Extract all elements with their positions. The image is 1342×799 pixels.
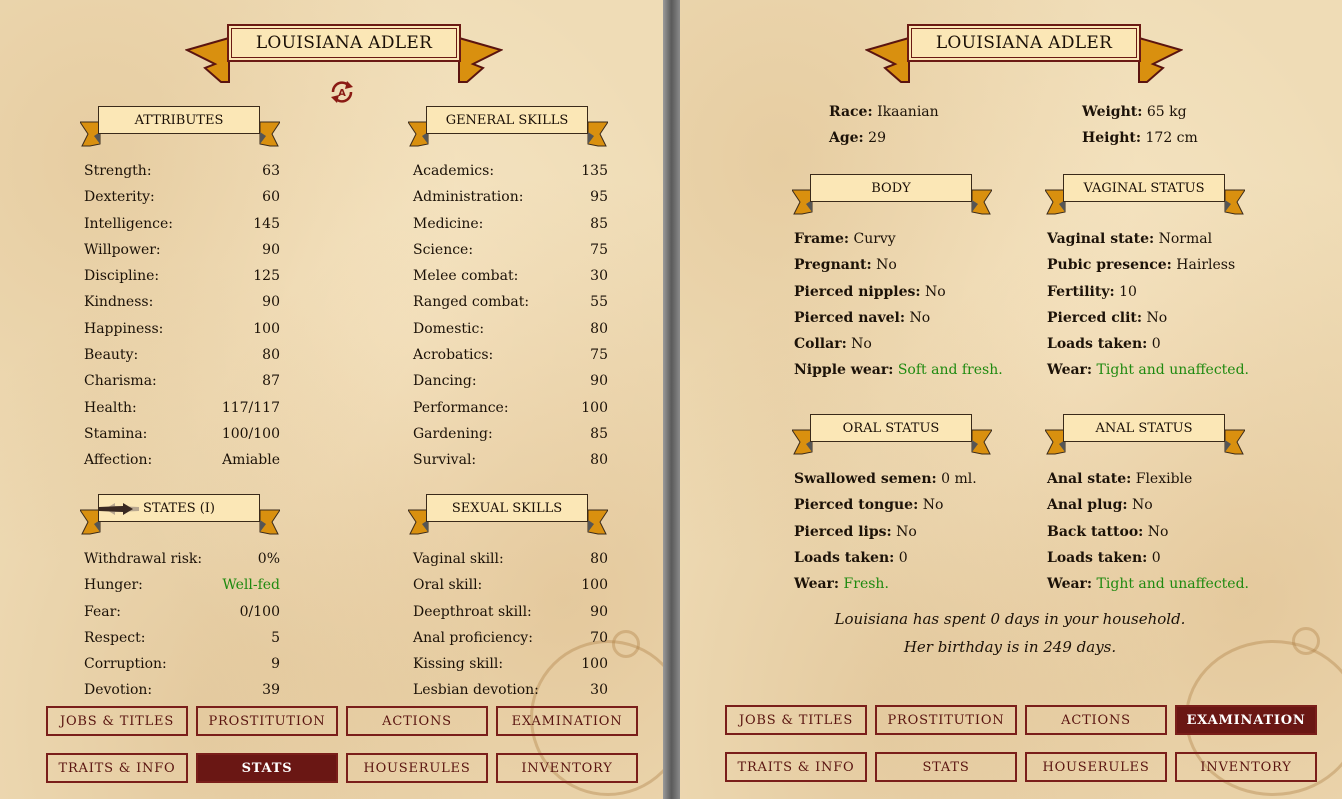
info-label: Loads taken: — [1047, 549, 1148, 566]
stat-value: 125 — [253, 268, 280, 285]
character-name: LOUISIANA ADLER — [227, 24, 461, 62]
info-value: Hairless — [1171, 257, 1236, 274]
stat-value: 5 — [271, 629, 280, 646]
sexual-skills-header — [408, 494, 608, 536]
next-arrow-icon[interactable] — [99, 502, 133, 516]
info-label: Loads taken: — [1047, 336, 1148, 353]
auto-refresh-icon[interactable] — [327, 79, 357, 105]
info-label: Anal state: — [1047, 471, 1132, 487]
stat-value: 145 — [253, 215, 280, 232]
tab-prostitution-button[interactable]: PROSTITUTION — [875, 705, 1017, 735]
info-value: No — [920, 283, 946, 300]
stat-row-melee-combat — [413, 263, 608, 289]
stat-row-health — [84, 395, 280, 421]
tab-actions-button[interactable]: ACTIONS — [1025, 705, 1167, 735]
tab-actions-button[interactable]: ACTIONS — [346, 706, 488, 736]
stat-label: Gardening: — [413, 425, 493, 442]
height-row — [1082, 125, 1198, 151]
stat-value: 100 — [581, 656, 608, 673]
info-label: Vaginal state: — [1047, 231, 1155, 247]
general-skills-list — [413, 158, 608, 474]
info-label: Pregnant: — [794, 257, 872, 274]
stat-label: Performance: — [413, 399, 509, 416]
stat-label: Domestic: — [413, 320, 485, 337]
info-label: Frame: — [794, 231, 850, 247]
stat-value: 39 — [262, 682, 280, 699]
race-row — [829, 99, 939, 125]
info-value: No — [1127, 497, 1153, 514]
stat-label: Respect: — [84, 629, 146, 646]
tab-jobs-titles-button[interactable]: JOBS & TITLES — [46, 706, 188, 736]
info-label: Pierced navel: — [794, 309, 906, 326]
tab-traits-info-button[interactable]: TRAITS & INFO — [46, 753, 188, 783]
info-value: Curvy — [849, 231, 896, 247]
anal-status-list — [1047, 466, 1249, 597]
tab-prostitution-button[interactable]: PROSTITUTION — [196, 706, 338, 736]
info-label: Pierced nipples: — [794, 283, 921, 300]
stat-value: 60 — [262, 189, 280, 206]
vaginal-status-title: VAGINAL STATUS — [1063, 174, 1225, 202]
stat-value: 85 — [590, 425, 608, 442]
body-list — [794, 226, 1003, 384]
tab-jobs-titles-button[interactable]: JOBS & TITLES — [725, 705, 867, 735]
stat-label: Dexterity: — [84, 189, 155, 206]
stat-row-intelligence — [84, 211, 280, 237]
stat-value: 30 — [590, 268, 608, 285]
stat-value: 90 — [590, 603, 608, 620]
info-value: No — [846, 336, 872, 353]
stat-value: 80 — [262, 347, 280, 364]
stat-label: Academics: — [413, 163, 495, 179]
stat-label: Corruption: — [84, 656, 167, 673]
sexual-skills-title: SEXUAL SKILLS — [426, 494, 588, 522]
stat-label: Vaginal skill: — [413, 551, 504, 567]
household-summary: Louisiana has spent 0 days in your household. — [834, 610, 1186, 628]
sexual-skills-list — [413, 546, 608, 704]
info-label: Pierced lips: — [794, 523, 892, 540]
vaginal-status-header — [1045, 174, 1245, 216]
character-name: LOUISIANA ADLER — [907, 24, 1141, 62]
stat-row-oral-skill — [413, 572, 608, 598]
stat-value: 63 — [262, 163, 280, 179]
stat-row-fear — [84, 599, 280, 625]
stat-value: 87 — [262, 373, 280, 390]
info-label: Pierced clit: — [1047, 309, 1143, 326]
stat-row-stamina — [84, 421, 280, 447]
states-title: STATES (I) — [142, 500, 216, 516]
stat-label: Stamina: — [84, 425, 148, 442]
info-value: Fresh. — [839, 576, 889, 593]
stat-label: Kissing skill: — [413, 656, 504, 673]
stat-row-medicine — [413, 211, 608, 237]
stat-value: 80 — [590, 551, 608, 567]
anal-status-title: ANAL STATUS — [1063, 414, 1225, 442]
stat-label: Strength: — [84, 163, 152, 179]
stat-value: 70 — [590, 629, 608, 646]
stat-row-discipline — [84, 263, 280, 289]
attributes-header — [80, 106, 280, 148]
body-header — [792, 174, 992, 216]
info-row-pubic-presence — [1047, 252, 1249, 278]
info-row-pregnant — [794, 252, 1003, 278]
stat-label: Melee combat: — [413, 268, 519, 285]
stat-value: 55 — [590, 294, 608, 311]
stat-label: Administration: — [413, 189, 524, 206]
weight-value: 65 kg — [1142, 104, 1187, 120]
stat-value: 90 — [262, 294, 280, 311]
basic-info-right — [1082, 99, 1198, 152]
info-label: Wear: — [1047, 362, 1093, 379]
general-skills-header — [408, 106, 608, 148]
info-row-pierced-nipples — [794, 279, 1003, 305]
birthday-summary: Her birthday is in 249 days. — [903, 638, 1117, 656]
stat-label: Willpower: — [84, 241, 161, 258]
info-label: Back tattoo: — [1047, 523, 1144, 540]
stat-row-performance — [413, 395, 608, 421]
info-value: 10 — [1114, 283, 1137, 300]
stat-value: 95 — [590, 189, 608, 206]
stats-page — [0, 0, 663, 799]
stat-row-strength — [84, 158, 280, 184]
info-label: Pierced tongue: — [794, 497, 919, 514]
oral-status-list — [794, 466, 977, 597]
stat-value: 135 — [581, 163, 608, 179]
states-list — [84, 546, 280, 704]
book-spine — [663, 0, 680, 799]
stat-row-deepthroat-skill — [413, 599, 608, 625]
info-row-pierced-lips — [794, 519, 977, 545]
stat-row-science — [413, 237, 608, 263]
height-label: Height: — [1082, 130, 1142, 147]
stat-row-devotion — [84, 677, 280, 703]
stat-row-survival — [413, 447, 608, 473]
stat-label: Lesbian devotion: — [413, 682, 539, 699]
tab-houserules-button[interactable]: HOUSERULES — [346, 753, 488, 783]
stat-label: Survival: — [413, 452, 477, 469]
race-value: Ikaanian — [872, 104, 939, 120]
basic-info-left — [829, 99, 939, 152]
tab-examination-button[interactable]: EXAMINATION — [496, 706, 638, 736]
info-row-pierced-clit — [1047, 305, 1249, 331]
info-label: Fertility: — [1047, 283, 1115, 300]
info-row-loads-taken — [794, 545, 977, 571]
tab-inventory-button[interactable]: INVENTORY — [1175, 752, 1317, 782]
info-row-loads-taken — [1047, 545, 1249, 571]
coffee-stain-small — [612, 630, 640, 658]
oral-status-header — [792, 414, 992, 456]
vaginal-status-list — [1047, 226, 1249, 384]
info-value: No — [1143, 523, 1169, 540]
stat-row-beauty — [84, 342, 280, 368]
stat-row-corruption — [84, 651, 280, 677]
stat-label: Ranged combat: — [413, 294, 530, 311]
stat-label: Intelligence: — [84, 215, 173, 232]
info-value: No — [871, 257, 897, 274]
stat-row-charisma — [84, 368, 280, 394]
tab-houserules-button[interactable]: HOUSERULES — [1025, 752, 1167, 782]
height-value: 172 cm — [1141, 130, 1198, 147]
race-label: Race: — [829, 104, 873, 120]
stat-value: 100 — [581, 577, 608, 594]
stat-label: Discipline: — [84, 268, 160, 285]
stat-value: 100 — [253, 320, 280, 337]
stat-value: 75 — [590, 241, 608, 258]
stat-label: Anal proficiency: — [413, 629, 533, 646]
stat-row-gardening — [413, 421, 608, 447]
info-row-anal-state — [1047, 466, 1249, 492]
stat-value: 100 — [581, 399, 608, 416]
tab-stats-button[interactable]: STATS — [875, 752, 1017, 782]
stat-value: 75 — [590, 347, 608, 364]
info-row-wear — [794, 571, 977, 597]
stat-row-lesbian-devotion — [413, 677, 608, 703]
stat-label: Acrobatics: — [413, 347, 494, 364]
info-value: 0 — [1147, 549, 1161, 566]
stat-value: 9 — [271, 656, 280, 673]
age-row — [829, 125, 939, 151]
stat-label: Affection: — [84, 452, 153, 469]
weight-label: Weight: — [1082, 104, 1143, 120]
info-label: Pubic presence: — [1047, 257, 1172, 274]
stat-row-kindness — [84, 289, 280, 315]
info-row-nipple-wear — [794, 357, 1003, 383]
stat-value: Amiable — [222, 452, 280, 469]
info-row-loads-taken — [1047, 331, 1249, 357]
stat-label: Devotion: — [84, 682, 153, 699]
stat-row-dexterity — [84, 184, 280, 210]
info-value: Tight and unaffected. — [1092, 362, 1249, 379]
stat-row-academics — [413, 158, 608, 184]
info-value: No — [918, 497, 944, 514]
stat-label: Oral skill: — [413, 577, 483, 594]
stat-label: Charisma: — [84, 373, 157, 390]
oral-status-title: ORAL STATUS — [810, 414, 972, 442]
stat-row-anal-proficiency — [413, 625, 608, 651]
states-header — [80, 494, 280, 536]
stat-value: 30 — [590, 682, 608, 699]
info-label: Nipple wear: — [794, 362, 894, 379]
info-row-fertility — [1047, 279, 1249, 305]
stat-row-acrobatics — [413, 342, 608, 368]
stat-value: 85 — [590, 215, 608, 232]
stat-label: Hunger: — [84, 577, 143, 594]
stat-row-kissing-skill — [413, 651, 608, 677]
character-name-banner — [185, 20, 503, 84]
stat-value: 90 — [262, 241, 280, 258]
body-title: BODY — [810, 174, 972, 202]
info-row-wear — [1047, 571, 1249, 597]
stat-value: 117/117 — [221, 399, 280, 416]
info-value: No — [891, 523, 917, 540]
stat-row-respect — [84, 625, 280, 651]
stat-label: Happiness: — [84, 320, 164, 337]
tab-examination-button[interactable]: EXAMINATION — [1175, 705, 1317, 735]
stat-value: 80 — [590, 452, 608, 469]
stat-value: Well-fed — [222, 577, 280, 594]
info-value: No — [1142, 309, 1168, 326]
stat-value: 90 — [590, 373, 608, 390]
info-row-wear — [1047, 357, 1249, 383]
attributes-title: ATTRIBUTES — [98, 106, 260, 134]
info-row-pierced-tongue — [794, 492, 977, 518]
info-value: 0 — [894, 549, 908, 566]
stat-row-dancing — [413, 368, 608, 394]
stat-value: 100/100 — [221, 425, 280, 442]
stat-label: Health: — [84, 399, 137, 416]
stat-label: Fear: — [84, 603, 121, 620]
anal-status-header — [1045, 414, 1245, 456]
info-value: No — [905, 309, 931, 326]
stat-label: Medicine: — [413, 215, 484, 232]
stat-value: 0% — [257, 551, 280, 567]
info-value: 0 ml. — [936, 471, 977, 487]
info-row-vaginal-state — [1047, 226, 1249, 252]
stat-row-happiness — [84, 316, 280, 342]
weight-row — [1082, 99, 1198, 125]
tab-stats-button[interactable]: STATS — [196, 753, 338, 783]
info-row-collar — [794, 331, 1003, 357]
age-value: 29 — [863, 130, 886, 147]
info-value: Flexible — [1131, 471, 1193, 487]
stat-value: 80 — [590, 320, 608, 337]
examination-page — [680, 0, 1342, 799]
info-value: Soft and fresh. — [893, 362, 1003, 379]
stat-row-hunger — [84, 572, 280, 598]
stat-label: Beauty: — [84, 347, 139, 364]
info-label: Swallowed semen: — [794, 471, 937, 487]
stat-row-domestic — [413, 316, 608, 342]
info-label: Anal plug: — [1047, 497, 1128, 514]
info-row-back-tattoo — [1047, 519, 1249, 545]
info-label: Wear: — [1047, 576, 1093, 593]
stat-row-administration — [413, 184, 608, 210]
attributes-list — [84, 158, 280, 474]
general-skills-title: GENERAL SKILLS — [426, 106, 588, 134]
info-label: Collar: — [794, 336, 847, 353]
stat-row-willpower — [84, 237, 280, 263]
info-row-swallowed-semen — [794, 466, 977, 492]
info-row-pierced-navel — [794, 305, 1003, 331]
stat-row-ranged-combat — [413, 289, 608, 315]
tab-traits-info-button[interactable]: TRAITS & INFO — [725, 752, 867, 782]
stat-row-vaginal-skill — [413, 546, 608, 572]
stat-value: 0/100 — [239, 603, 280, 620]
info-value: Tight and unaffected. — [1092, 576, 1249, 593]
stat-label: Science: — [413, 241, 474, 258]
info-row-frame — [794, 226, 1003, 252]
stat-label: Deepthroat skill: — [413, 603, 532, 620]
character-name-banner — [865, 20, 1183, 84]
states-title-box — [98, 494, 260, 522]
stat-row-affection — [84, 447, 280, 473]
stat-label: Dancing: — [413, 373, 477, 390]
info-value: 0 — [1147, 336, 1161, 353]
stat-row-withdrawal-risk — [84, 546, 280, 572]
info-value: Normal — [1154, 231, 1213, 247]
tab-inventory-button[interactable]: INVENTORY — [496, 753, 638, 783]
info-label: Wear: — [794, 576, 840, 593]
info-row-anal-plug — [1047, 492, 1249, 518]
stat-label: Withdrawal risk: — [84, 551, 203, 567]
info-label: Loads taken: — [794, 549, 895, 566]
svg-text:A: A — [338, 88, 346, 99]
age-label: Age: — [829, 130, 864, 147]
stat-label: Kindness: — [84, 294, 154, 311]
